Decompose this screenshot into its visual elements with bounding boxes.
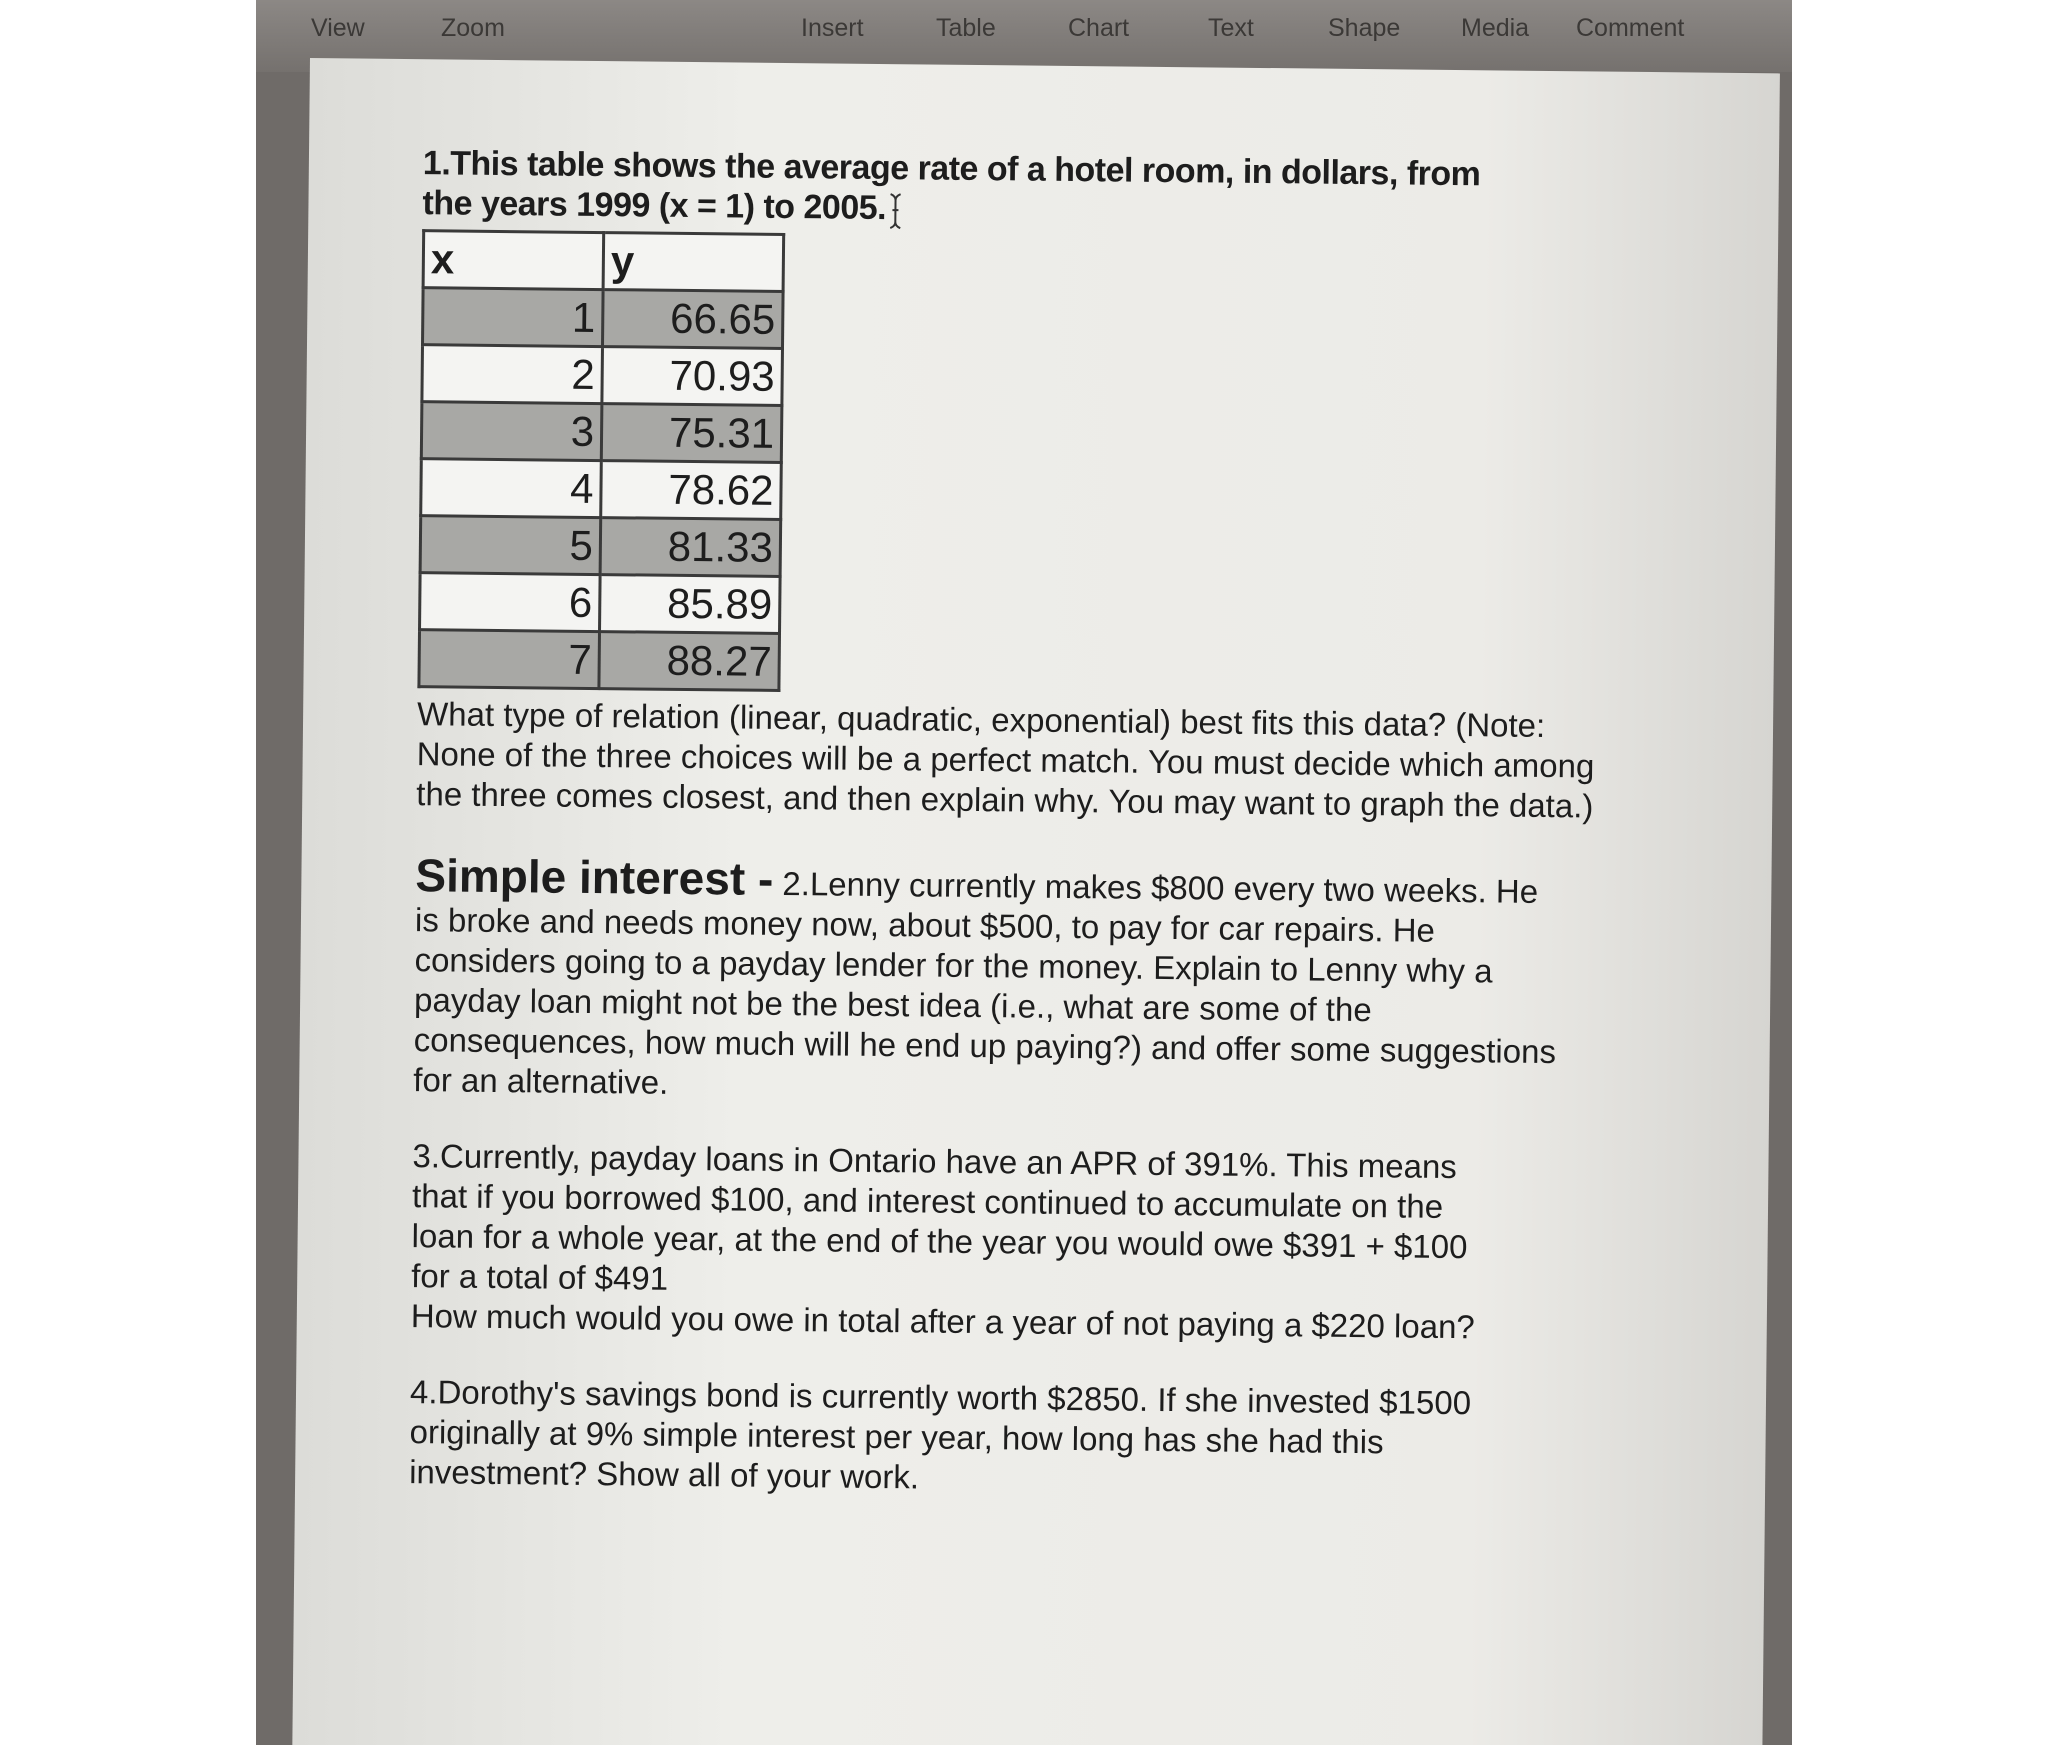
toolbar-text-button[interactable]: Text bbox=[1208, 14, 1254, 42]
cell-y: 85.89 bbox=[600, 575, 781, 634]
question-1 bbox=[422, 143, 1523, 237]
table-row bbox=[421, 459, 782, 520]
question-3-prompt: How much would you owe in total after a year of not paying a $220 loan? bbox=[410, 1297, 1475, 1346]
cell-y: 78.62 bbox=[601, 461, 782, 520]
question-2 bbox=[413, 850, 1566, 1112]
cell-x: 2 bbox=[422, 345, 603, 404]
question-3-text: 3.Currently, payday loans in Ontario have an APR of 391%. This means that if you borrowed $100, and interest continued to accumulate on the loan for a whole year, at the end of the year you would owe $391 + $100 for a total of $491 bbox=[411, 1137, 1468, 1297]
table-row bbox=[423, 288, 784, 349]
table-row bbox=[421, 402, 782, 463]
question-1-intro: 1.This table shows the average rate of a hotel room, in dollars, from the years 1999 (x = 1) to 2005. bbox=[422, 144, 1481, 228]
toolbar-chart-button[interactable]: Chart bbox=[1068, 14, 1130, 42]
cell-y: 70.93 bbox=[602, 347, 783, 406]
toolbar-comment-button[interactable]: Comment bbox=[1576, 14, 1685, 42]
header-x: x bbox=[423, 231, 604, 290]
table-row bbox=[420, 573, 781, 634]
cell-x: 4 bbox=[421, 459, 602, 518]
question-1-prompt: What type of relation (linear, quadratic, exponential) best fits this data? (Note: None of the three choices will be a perfect match. You must decide which among the three comes closest, and then explain why. You may want to graph the data.) bbox=[416, 695, 1595, 825]
cell-y: 75.31 bbox=[601, 404, 782, 463]
toolbar-media-button[interactable]: Media bbox=[1461, 14, 1530, 42]
toolbar-view-button[interactable]: View bbox=[311, 14, 365, 42]
section-heading: Simple interest - bbox=[415, 849, 774, 905]
cell-x: 6 bbox=[420, 573, 601, 632]
toolbar-table-button[interactable]: Table bbox=[936, 14, 996, 42]
data-table[interactable] bbox=[417, 229, 785, 692]
question-3 bbox=[411, 1136, 1513, 1348]
table-header-row bbox=[423, 231, 784, 292]
cell-y: 66.65 bbox=[602, 290, 783, 349]
table-row bbox=[419, 630, 780, 691]
cell-x: 5 bbox=[420, 516, 601, 575]
text-cursor-icon bbox=[888, 190, 902, 230]
cell-x: 1 bbox=[423, 288, 604, 347]
header-y: y bbox=[603, 233, 784, 292]
table-row bbox=[420, 516, 781, 577]
toolbar-insert-button[interactable]: Insert bbox=[801, 14, 864, 42]
question-2-text: 2.Lenny currently makes $800 every two weeks. He is broke and needs money now, about $500, to pay for car repairs. He considers going to a payday lender for the money. Explain to Lenny why a payday loan might not be the best idea (i.e., what are some of the consequences, how much will he end up paying?) and offer some suggestions for an alternative. bbox=[413, 864, 1557, 1101]
question-4: 4.Dorothy's savings bond is currently worth $2850. If she invested $1500 originally at 9% simple interest per year, how long has she had this investment? Show all of your work. bbox=[409, 1373, 1472, 1496]
cell-x: 7 bbox=[419, 630, 600, 689]
toolbar-shape-button[interactable]: Shape bbox=[1328, 14, 1401, 42]
cell-y: 88.27 bbox=[599, 632, 780, 691]
cell-y: 81.33 bbox=[600, 518, 781, 577]
document-page[interactable] bbox=[292, 58, 1780, 1745]
table-row bbox=[422, 345, 783, 406]
screen bbox=[256, 0, 1792, 1745]
cell-x: 3 bbox=[421, 402, 602, 461]
toolbar-zoom-button[interactable]: Zoom bbox=[441, 14, 505, 42]
